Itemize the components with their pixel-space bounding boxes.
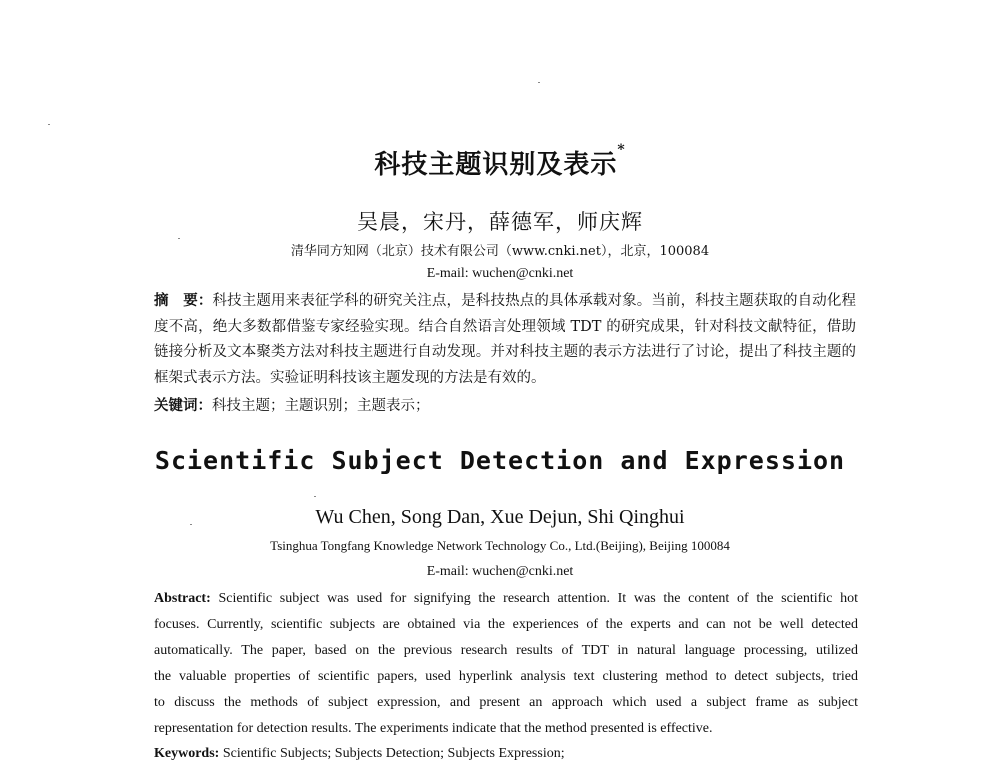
english-keywords-text: Scientific Subjects; Subjects Detection; Subjects Expression; — [222, 746, 565, 761]
chinese-email: E-mail: wuchen@cnki.net — [426, 266, 574, 281]
english-abstract-label: Abstract: — [154, 591, 211, 606]
abstract-line: representation for detection results. The experiments indicate that the method presented is effective. — [154, 721, 713, 736]
english-affiliation: Tsinghua Tongfang Knowledge Network Technology Co., Ltd.(Beijing), Beijing 100084 — [270, 538, 730, 553]
english-authors: Wu Chen, Song Dan, Xue Dejun, Shi Qinghui — [315, 506, 685, 528]
english-keywords-label: Keywords: — [154, 746, 220, 761]
chinese-affiliation: 清华同方知网（北京）技术有限公司（www.cnki.net），北京，100084 — [290, 244, 710, 259]
abstract-line: focuses. Currently, scientific subjects are obtained via the experiences of the experts and can not be well detected — [154, 617, 858, 632]
english-keywords — [154, 743, 858, 765]
scan-speck — [48, 124, 50, 125]
english-email: E-mail: wuchen@cnki.net — [426, 564, 574, 579]
chinese-abstract-text: 科技主题用来表征学科的研究关注点，是科技热点的具体承载对象。当前，科技主题获取的自动化程度不高，绝大多数都借鉴专家经验实现。结合自然语言处理领域 TDT 的研究成果，针对科技文献特征，借助链接分析及文本聚类方法对科技主题进行自动发现。并对科技主题的表示方法进行了讨论，提出了科技主题的框架式表示方法。实验证明科技该主题发现的方法是有效的。 — [154, 293, 857, 386]
abstract-line: to discuss the methods of subject expression, and present an approach which used a subject frame as subject — [154, 695, 858, 710]
chinese-abstract-label: 摘 要： — [154, 292, 213, 309]
scan-speck — [178, 238, 180, 239]
english-abstract — [154, 586, 858, 742]
abstract-line: the valuable properties of scientific papers, used hyperlink analysis text clustering method to detect subjects, tried — [154, 669, 858, 684]
scan-speck — [314, 496, 316, 497]
chinese-title: 科技主题识别及表示* — [374, 142, 626, 180]
abstract-line: automatically. The paper, based on the previous research results of TDT in natural language processing, utilized — [154, 643, 858, 658]
chinese-authors: 吴晨，宋丹，薛德军，师庆辉 — [357, 210, 643, 234]
title-footnote-mark: * — [617, 142, 626, 158]
chinese-keywords — [154, 395, 856, 417]
abstract-line: Abstract: Scientific subject was used for signifying the research attention. It was the content of the scientific hot — [154, 591, 858, 606]
english-title: Scientific Subject Detection and Expression — [154, 446, 846, 475]
chinese-keywords-text: 科技主题；主题识别；主题表示； — [212, 398, 430, 414]
scan-speck — [538, 82, 540, 83]
chinese-keywords-label: 关键词： — [154, 397, 212, 414]
chinese-abstract — [154, 288, 856, 391]
